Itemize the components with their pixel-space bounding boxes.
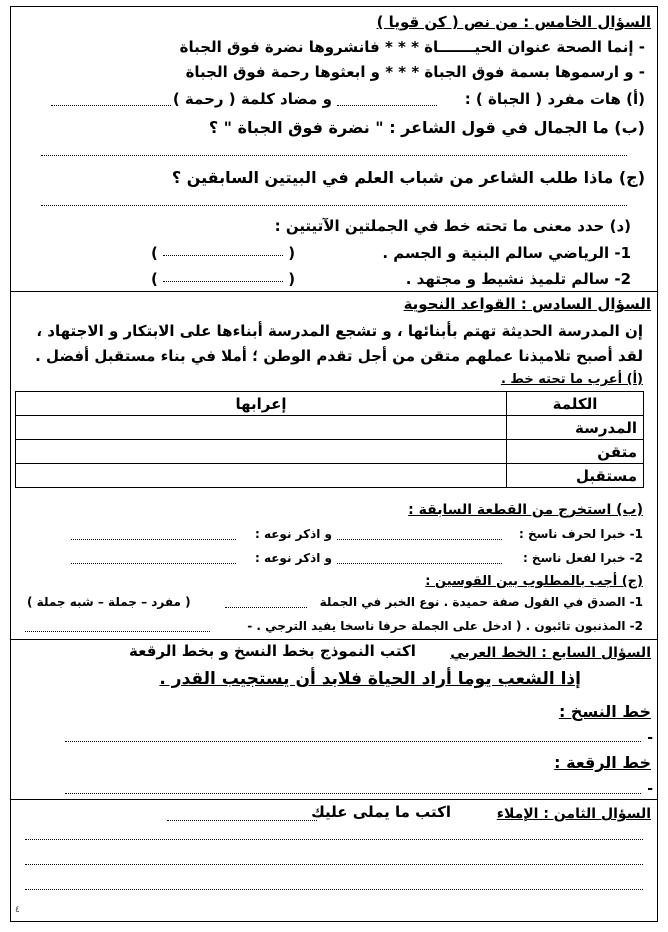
q5-d-item-1: 1- الرياضي سالم البنية و الجسم . xyxy=(382,244,631,262)
parsing-table xyxy=(15,391,644,488)
q6-c-item-1-options: ( مفرد – جملة – شبه جملة ) xyxy=(27,595,191,609)
page-number: ٤ xyxy=(15,905,20,915)
q7-naskh-answer-line[interactable] xyxy=(65,741,641,742)
q5-verse-2: - و ارسموها بسمة فوق الجباة * * * و ابعثوها رحمة فوق الجباة xyxy=(185,63,645,81)
q6-c-answer-1[interactable] xyxy=(225,607,307,608)
q8-dictation-line-3[interactable] xyxy=(25,889,643,890)
q5-b-question: (ب) ما الجمال في قول الشاعر : " نضرة فوق الجباة " ؟ xyxy=(208,118,645,137)
q6-b-answer-2-type[interactable] xyxy=(71,563,236,564)
table-cell-word: مستقبل xyxy=(507,464,644,488)
q6-b-item-2: 2- خبرا لفعل ناسخ : xyxy=(522,551,643,565)
q5-title: السؤال الخامس : من نص ( كن قويا ) xyxy=(376,13,651,31)
table-cell-word: المدرسة xyxy=(507,416,644,440)
table-row xyxy=(16,416,644,440)
q8-dictation-line-2[interactable] xyxy=(25,864,643,865)
q5-c-answer-line[interactable] xyxy=(41,205,627,206)
q6-passage-line-2: لقد أصبح تلاميذنا عملهم متقن من أجل تقدم الوطن ؛ أملا في بناء مستقبل أفضل . xyxy=(35,347,643,365)
q6-b-item-1-mid: و اذكر نوعه : xyxy=(254,527,332,541)
q5-d-paren-2: ( ) xyxy=(151,270,296,288)
q6-c-answer-2[interactable] xyxy=(25,631,210,632)
q5-a-answer-line-1[interactable] xyxy=(337,105,437,106)
table-cell-answer[interactable] xyxy=(16,440,507,464)
exam-page xyxy=(10,6,658,922)
divider xyxy=(11,291,657,292)
q6-b-item-1: 1- خبرا لحرف ناسخ : xyxy=(519,527,643,541)
q5-a-answer-line-2[interactable] xyxy=(51,105,171,106)
q7-instruction: اكتب النموذج بخط النسخ و بخط الرقعة xyxy=(129,642,416,660)
q7-title: السؤال السابع : الخط العربي xyxy=(450,645,651,661)
q5-d-paren-1: ( ) xyxy=(151,244,296,262)
q7-ruqaa-dash: - xyxy=(647,781,653,797)
q8-instruction: اكتب ما يملى عليك xyxy=(311,803,451,821)
table-cell-answer[interactable] xyxy=(16,416,507,440)
q5-d-answer-1[interactable] xyxy=(163,255,283,256)
q6-b-item-2-mid: و اذكر نوعه : xyxy=(254,551,332,565)
q5-b-answer-line[interactable] xyxy=(41,155,627,156)
q5-c-question: (ج) ماذا طلب الشاعر من شباب العلم في البيتين السابقين ؟ xyxy=(171,168,645,187)
q5-a-middle: و مضاد كلمة ( رحمة ) xyxy=(172,90,332,108)
q8-dictation-line-0[interactable] xyxy=(167,820,317,821)
q6-a-question: (أ) أعرب ما تحته خط . xyxy=(500,372,643,387)
q7-model-sentence: إذا الشعب يوما أراد الحياة فلابد أن يستجيب القدر . xyxy=(159,669,581,689)
q6-c-question: (ج) أجب بالمطلوب بين القوسين : xyxy=(425,574,643,589)
q8-dictation-line-1[interactable] xyxy=(25,839,643,840)
q6-passage-line-1: إن المدرسة الحديثة تهتم بأبنائها ، و تشجع المدرسة أبناءها على الابتكار و الاجتهاد ، xyxy=(36,322,643,340)
q6-b-answer-1[interactable] xyxy=(337,539,502,540)
q8-title: السؤال الثامن : الإملاء xyxy=(496,806,651,822)
q7-naskh-label: خط النسخ : xyxy=(558,702,651,721)
table-cell-answer[interactable] xyxy=(16,464,507,488)
q6-c-item-1: 1- الصدق في القول صفة حميدة . نوع الخبر في الجملة xyxy=(319,595,643,609)
q6-b-answer-2[interactable] xyxy=(337,563,502,564)
q6-c-item-2: 2- المذنبون تائبون . ( ادخل على الجملة حرفا ناسخا يفيد الترجي . - xyxy=(247,619,643,633)
table-row xyxy=(16,464,644,488)
divider xyxy=(11,799,657,800)
q6-b-answer-1-type[interactable] xyxy=(71,539,236,540)
table-cell-word: متقن xyxy=(507,440,644,464)
q7-ruqaa-label: خط الرقعة : xyxy=(554,753,651,772)
q5-a-question: (أ) هات مفرد ( الجباة ) : xyxy=(464,90,645,108)
divider xyxy=(11,639,657,640)
table-header-row xyxy=(16,392,644,416)
table-header-word: الكلمة xyxy=(507,392,644,416)
table-row xyxy=(16,440,644,464)
q5-d-question: (د) حدد معنى ما تحته خط في الجملتين الآتيتين : xyxy=(274,217,631,235)
q7-ruqaa-answer-line[interactable] xyxy=(65,793,641,794)
q6-title: السؤال السادس : القواعد النحوية xyxy=(403,295,651,313)
table-header-parsing: إعرابها xyxy=(16,392,507,416)
q5-verse-1: - إنما الصحة عنوان الحيـــــــاة * * * فانشروها نضرة فوق الجباة xyxy=(179,38,645,56)
q7-naskh-dash: - xyxy=(647,730,653,746)
q5-d-item-2: 2- سالم تلميذ نشيط و مجتهد . xyxy=(405,270,631,288)
q6-b-question: (ب) استخرج من القطعة السابقة : xyxy=(408,502,643,518)
q5-d-answer-2[interactable] xyxy=(163,281,283,282)
